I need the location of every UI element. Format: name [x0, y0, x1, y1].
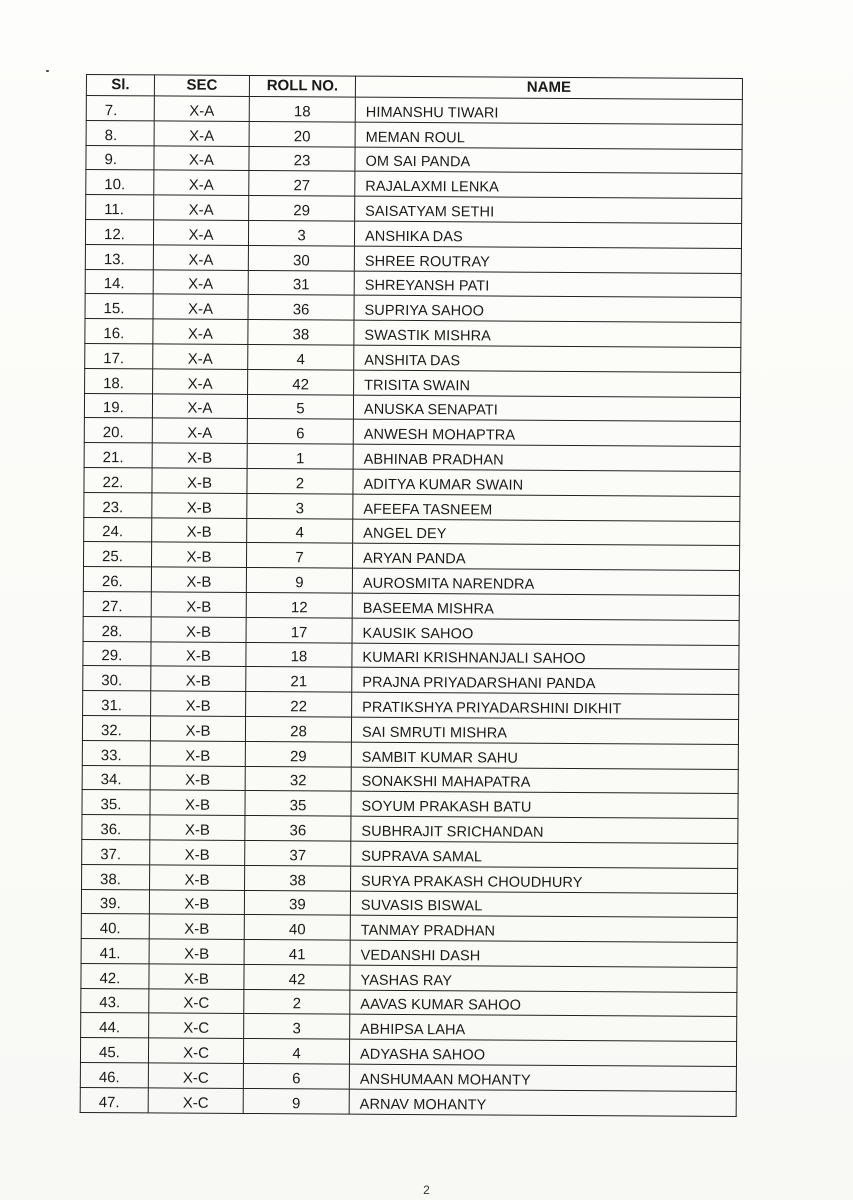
- roll-no-cell: 39: [244, 890, 350, 915]
- roll-no-cell: 30: [248, 245, 354, 270]
- sl-cell: 32.: [82, 715, 150, 740]
- name-cell: SHREYANSH PATI: [354, 271, 741, 298]
- name-cell: SWASTIK MISHRA: [354, 320, 741, 347]
- table-row: [80, 1087, 736, 1116]
- roll-no-cell: 7: [246, 543, 352, 568]
- sec-cell: X-B: [150, 815, 245, 840]
- sec-cell: X-B: [149, 914, 244, 939]
- sec-cell: X-A: [152, 418, 247, 443]
- sec-cell: X-B: [150, 840, 245, 865]
- name-cell: SUBHRAJIT SRICHANDAN: [351, 816, 738, 843]
- roll-no-cell: 12: [246, 592, 352, 617]
- sec-cell: X-B: [151, 592, 246, 617]
- sl-cell: 12.: [85, 219, 153, 244]
- name-cell: ANSHITA DAS: [354, 345, 741, 372]
- page-number: 2: [423, 1183, 430, 1197]
- sl-cell: 26.: [83, 567, 151, 592]
- sec-cell: X-B: [151, 691, 246, 716]
- sec-cell: X-A: [154, 121, 249, 146]
- sl-cell: 28.: [83, 616, 151, 641]
- sl-cell: 46.: [80, 1063, 148, 1088]
- roll-no-cell: 3: [244, 1014, 350, 1039]
- sec-cell: X-A: [153, 245, 248, 270]
- name-cell: SUPRIYA SAHOO: [354, 296, 741, 323]
- roll-no-cell: 23: [249, 146, 355, 171]
- name-cell: ANWESH MOHAPTRA: [353, 419, 740, 446]
- name-cell: AUROSMITA NARENDRA: [352, 568, 739, 595]
- sl-cell: 10.: [86, 170, 154, 195]
- sec-cell: X-A: [152, 393, 247, 418]
- name-cell: ANSHUMAAN MOHANTY: [349, 1064, 736, 1091]
- roll-no-cell: 1: [247, 444, 353, 469]
- name-cell: ARNAV MOHANTY: [349, 1089, 736, 1116]
- sec-cell: X-C: [149, 1013, 244, 1038]
- sl-cell: 24.: [84, 517, 152, 542]
- sl-cell: 23.: [84, 492, 152, 517]
- roll-no-cell: 18: [249, 96, 355, 121]
- name-cell: MEMAN ROUL: [355, 122, 742, 149]
- roll-no-cell: 37: [245, 840, 351, 865]
- sec-cell: X-B: [152, 468, 247, 493]
- sec-cell: X-A: [153, 369, 248, 394]
- name-cell: ABHINAB PRADHAN: [353, 444, 740, 471]
- name-cell: SOYUM PRAKASH BATU: [351, 791, 738, 818]
- roll-no-cell: 17: [246, 617, 352, 642]
- sl-cell: 30.: [83, 666, 151, 691]
- sl-cell: 15.: [85, 294, 153, 319]
- sl-cell: 36.: [82, 815, 150, 840]
- roll-no-cell: 5: [247, 394, 353, 419]
- sl-cell: 16.: [85, 319, 153, 344]
- roll-no-cell: 28: [245, 716, 351, 741]
- header-roll-no: ROLL NO.: [249, 75, 355, 97]
- sec-cell: X-B: [149, 889, 244, 914]
- name-cell: ABHIPSA LAHA: [350, 1015, 737, 1042]
- sl-cell: 47.: [80, 1087, 148, 1112]
- sl-cell: 21.: [84, 443, 152, 468]
- sl-cell: 9.: [86, 145, 154, 170]
- roll-no-cell: 4: [247, 518, 353, 543]
- sl-cell: 43.: [81, 988, 149, 1013]
- sec-cell: X-C: [149, 989, 244, 1014]
- roll-no-cell: 9: [246, 568, 352, 593]
- sec-cell: X-B: [149, 964, 244, 989]
- roll-no-cell: 36: [248, 295, 354, 320]
- sl-cell: 39.: [81, 889, 149, 914]
- roll-no-cell: 2: [244, 989, 350, 1014]
- name-cell: HIMANSHU TIWARI: [355, 97, 742, 124]
- name-cell: TANMAY PRADHAN: [350, 915, 737, 942]
- sec-cell: X-A: [154, 96, 249, 121]
- roll-no-cell: 3: [247, 493, 353, 518]
- sec-cell: X-B: [151, 542, 246, 567]
- sl-cell: 25.: [83, 542, 151, 567]
- sl-cell: 45.: [80, 1038, 148, 1063]
- name-cell: TRISITA SWAIN: [354, 370, 741, 397]
- sec-cell: X-B: [152, 443, 247, 468]
- name-cell: SUVASIS BISWAL: [350, 891, 737, 918]
- sec-cell: X-B: [149, 939, 244, 964]
- sl-cell: 19.: [84, 393, 152, 418]
- roll-no-cell: 6: [247, 419, 353, 444]
- name-cell: KUMARI KRISHNANJALI SAHOO: [352, 643, 739, 670]
- sec-cell: X-A: [153, 344, 248, 369]
- sec-cell: X-A: [153, 269, 248, 294]
- roll-no-cell: 38: [248, 320, 354, 345]
- name-cell: RAJALAXMI LENKA: [355, 172, 742, 199]
- name-cell: SAI SMRUTI MISHRA: [351, 717, 738, 744]
- name-cell: PRAJNA PRIYADARSHANI PANDA: [352, 667, 739, 694]
- header-sec: SEC: [154, 75, 249, 97]
- name-cell: SONAKSHI MAHAPATRA: [351, 767, 738, 794]
- name-cell: YASHAS RAY: [350, 965, 737, 992]
- sl-cell: 20.: [84, 418, 152, 443]
- sec-cell: X-C: [148, 1088, 243, 1113]
- sec-cell: X-C: [148, 1063, 243, 1088]
- roll-no-cell: 27: [249, 171, 355, 196]
- name-cell: ANUSKA SENAPATI: [353, 395, 740, 422]
- name-cell: SAISATYAM SETHI: [355, 196, 742, 223]
- sl-cell: 11.: [86, 195, 154, 220]
- sl-cell: 18.: [85, 368, 153, 393]
- roll-no-cell: 9: [243, 1088, 349, 1113]
- sl-cell: 44.: [81, 1013, 149, 1038]
- roll-no-cell: 6: [243, 1064, 349, 1089]
- name-cell: AFEEFA TASNEEM: [353, 494, 740, 521]
- sec-cell: X-B: [151, 641, 246, 666]
- sl-cell: 7.: [86, 96, 154, 121]
- name-cell: ADYASHA SAHOO: [349, 1039, 736, 1066]
- sec-cell: X-B: [150, 790, 245, 815]
- name-cell: VEDANSHI DASH: [350, 940, 737, 967]
- roll-no-cell: 22: [246, 692, 352, 717]
- name-cell: OM SAI PANDA: [355, 147, 742, 174]
- header-sl: Sl.: [86, 75, 154, 96]
- roll-no-cell: 32: [245, 766, 351, 791]
- sl-cell: 38.: [82, 864, 150, 889]
- name-cell: SUPRAVA SAMAL: [351, 841, 738, 868]
- roll-no-cell: 41: [244, 940, 350, 965]
- student-list-table: [80, 74, 743, 1117]
- sl-cell: 37.: [82, 839, 150, 864]
- name-cell: PRATIKSHYA PRIYADARSHINI DIKHIT: [352, 692, 739, 719]
- header-name: NAME: [355, 76, 742, 99]
- roll-no-cell: 36: [245, 816, 351, 841]
- sec-cell: X-A: [154, 170, 249, 195]
- roll-no-cell: 38: [245, 865, 351, 890]
- roll-no-cell: 40: [244, 915, 350, 940]
- name-cell: ADITYA KUMAR SWAIN: [353, 469, 740, 496]
- roll-no-cell: 42: [244, 964, 350, 989]
- sec-cell: X-B: [150, 741, 245, 766]
- roll-no-cell: 20: [249, 121, 355, 146]
- roll-no-cell: 21: [246, 667, 352, 692]
- sl-cell: 17.: [85, 343, 153, 368]
- roll-no-cell: 29: [249, 196, 355, 221]
- sl-cell: 8.: [86, 120, 154, 145]
- sec-cell: X-B: [150, 865, 245, 890]
- sl-cell: 13.: [85, 244, 153, 269]
- sl-cell: 31.: [83, 691, 151, 716]
- sl-cell: 22.: [84, 467, 152, 492]
- name-cell: AAVAS KUMAR SAHOO: [350, 990, 737, 1017]
- sl-cell: 14.: [85, 269, 153, 294]
- sl-cell: 42.: [81, 963, 149, 988]
- sl-cell: 35.: [82, 790, 150, 815]
- roll-no-cell: 42: [248, 369, 354, 394]
- sl-cell: 41.: [81, 939, 149, 964]
- sl-cell: 34.: [82, 765, 150, 790]
- name-cell: KAUSIK SAHOO: [352, 618, 739, 645]
- sec-cell: X-B: [150, 716, 245, 741]
- name-cell: ANSHIKA DAS: [354, 221, 741, 248]
- sec-cell: X-A: [153, 294, 248, 319]
- sl-cell: 27.: [83, 591, 151, 616]
- roll-no-cell: 31: [248, 270, 354, 295]
- roll-no-cell: 35: [245, 791, 351, 816]
- sec-cell: X-A: [153, 319, 248, 344]
- sl-cell: 29.: [83, 641, 151, 666]
- name-cell: SURYA PRAKASH CHOUDHURY: [351, 866, 738, 893]
- roll-no-cell: 3: [248, 220, 354, 245]
- sec-cell: X-C: [148, 1038, 243, 1063]
- sl-cell: 33.: [82, 740, 150, 765]
- name-cell: ANGEL DEY: [353, 519, 740, 546]
- name-cell: SAMBIT KUMAR SAHU: [351, 742, 738, 769]
- roll-no-cell: 18: [246, 642, 352, 667]
- name-cell: BASEEMA MISHRA: [352, 593, 739, 620]
- sec-cell: X-B: [150, 765, 245, 790]
- sec-cell: X-B: [151, 567, 246, 592]
- roll-no-cell: 2: [247, 468, 353, 493]
- name-cell: ARYAN PANDA: [352, 543, 739, 570]
- roll-no-cell: 4: [248, 344, 354, 369]
- sec-cell: X-B: [151, 666, 246, 691]
- sec-cell: X-B: [152, 517, 247, 542]
- sec-cell: X-B: [152, 493, 247, 518]
- roll-no-cell: 29: [245, 741, 351, 766]
- sl-cell: 40.: [81, 914, 149, 939]
- roll-no-cell: 4: [243, 1039, 349, 1064]
- sec-cell: X-B: [151, 617, 246, 642]
- sec-cell: X-A: [153, 220, 248, 245]
- name-cell: SHREE ROUTRAY: [354, 246, 741, 273]
- sec-cell: X-A: [154, 146, 249, 171]
- sec-cell: X-A: [154, 195, 249, 220]
- scan-speck: [46, 70, 49, 72]
